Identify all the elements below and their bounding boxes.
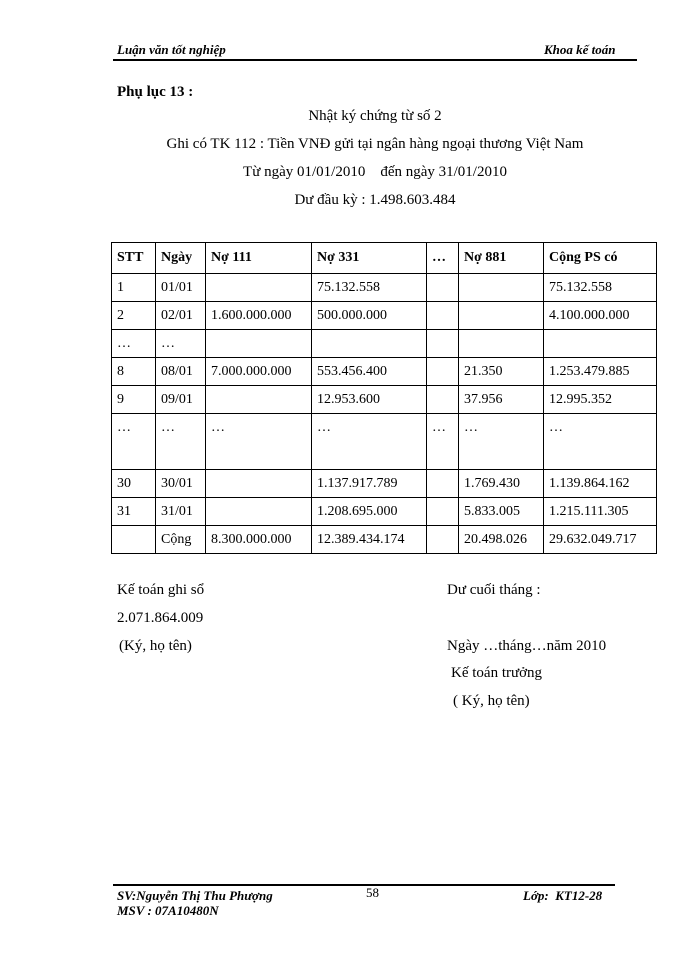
ledger-table (111, 242, 657, 554)
cell: 1.769.430 (459, 470, 544, 498)
footer-class: Lớp: KT12-28 (523, 888, 603, 903)
cell: … (156, 414, 206, 470)
cell (427, 274, 459, 302)
cell: … (156, 330, 206, 358)
cell: 5.833.005 (459, 498, 544, 526)
sign-date: Ngày …tháng…năm 2010 (447, 638, 607, 654)
cell (427, 330, 459, 358)
cell: … (459, 414, 544, 470)
title-line-1: Nhật ký chứng từ số 2 (308, 108, 442, 124)
cell: 09/01 (156, 386, 206, 414)
cell (112, 526, 156, 554)
cell: Cộng (156, 526, 206, 554)
cell: 12.995.352 (544, 386, 657, 414)
table-row (112, 498, 657, 526)
cell: 500.000.000 (312, 302, 427, 330)
cell (427, 526, 459, 554)
header-right: Khoa kế toán (544, 42, 616, 57)
col-cong-ps-co: Cộng PS có (544, 243, 657, 274)
title-line-2: Ghi có TK 112 : Tiền VNĐ gửi tại ngân hàng ngoại thương Việt Nam (166, 136, 584, 152)
col-no-111: Nợ 111 (206, 243, 312, 274)
cell: 21.350 (459, 358, 544, 386)
table-header-row (112, 243, 657, 274)
cell: 553.456.400 (312, 358, 427, 386)
chief-accountant-title: Kế toán trưởng (451, 665, 543, 681)
table-row (112, 330, 657, 358)
footer-rule (113, 884, 615, 886)
cell (427, 358, 459, 386)
cell: 4.100.000.000 (544, 302, 657, 330)
page-number: 58 (366, 885, 379, 900)
cell (206, 498, 312, 526)
cell (427, 498, 459, 526)
bookkeeper-title: Kế toán ghi sổ (117, 582, 205, 598)
cell: … (544, 414, 657, 470)
title-line-3: Từ ngày 01/01/2010 đến ngày 31/01/2010 (243, 164, 507, 180)
cell (206, 386, 312, 414)
cell: 7.000.000.000 (206, 358, 312, 386)
cell: … (206, 414, 312, 470)
table-row (112, 302, 657, 330)
col-ngay: Ngày (156, 243, 206, 274)
footer-student: SV:Nguyễn Thị Thu Phượng (117, 888, 273, 903)
cell: 1.139.864.162 (544, 470, 657, 498)
cell (459, 274, 544, 302)
table-row (112, 470, 657, 498)
opening-balance: Dư đầu kỳ : 1.498.603.484 (294, 192, 456, 208)
header-rule (113, 59, 637, 61)
table-row (112, 274, 657, 302)
cell: … (427, 414, 459, 470)
cell: 12.953.600 (312, 386, 427, 414)
cell: 2 (112, 302, 156, 330)
cell (206, 330, 312, 358)
col-ellipsis: … (427, 243, 459, 274)
table-row (112, 386, 657, 414)
cell: … (312, 414, 427, 470)
table-row (112, 414, 657, 470)
bookkeeper-signature: (Ký, họ tên) (119, 638, 192, 654)
cell: … (112, 330, 156, 358)
cell: 30 (112, 470, 156, 498)
cell: 75.132.558 (544, 274, 657, 302)
col-stt: STT (112, 243, 156, 274)
cell: 30/01 (156, 470, 206, 498)
table-row (112, 358, 657, 386)
cell (459, 302, 544, 330)
bookkeeper-amount: 2.071.864.009 (117, 610, 204, 626)
cell: 02/01 (156, 302, 206, 330)
cell (544, 330, 657, 358)
cell (427, 386, 459, 414)
cell (459, 330, 544, 358)
col-no-881: Nợ 881 (459, 243, 544, 274)
cell (206, 470, 312, 498)
cell: 1 (112, 274, 156, 302)
cell (427, 302, 459, 330)
cell: 75.132.558 (312, 274, 427, 302)
cell: 1.208.695.000 (312, 498, 427, 526)
cell: 8.300.000.000 (206, 526, 312, 554)
cell: 31 (112, 498, 156, 526)
cell: 1.253.479.885 (544, 358, 657, 386)
cell: 8 (112, 358, 156, 386)
cell: 20.498.026 (459, 526, 544, 554)
appendix-label: Phụ lục 13 : (117, 84, 194, 100)
closing-balance-label: Dư cuối tháng : (447, 582, 541, 598)
header-left: Luận văn tốt nghiệp (117, 42, 226, 57)
cell: 31/01 (156, 498, 206, 526)
cell (206, 274, 312, 302)
cell: … (112, 414, 156, 470)
cell (427, 470, 459, 498)
cell: 12.389.434.174 (312, 526, 427, 554)
cell (312, 330, 427, 358)
cell: 1.600.000.000 (206, 302, 312, 330)
cell: 29.632.049.717 (544, 526, 657, 554)
chief-accountant-signature: ( Ký, họ tên) (453, 693, 530, 709)
cell: 1.137.917.789 (312, 470, 427, 498)
cell: 37.956 (459, 386, 544, 414)
cell: 01/01 (156, 274, 206, 302)
footer-msv: MSV : 07A10480N (117, 903, 219, 918)
col-no-331: Nợ 331 (312, 243, 427, 274)
cell: 1.215.111.305 (544, 498, 657, 526)
table-total-row (112, 526, 657, 554)
cell: 9 (112, 386, 156, 414)
cell: 08/01 (156, 358, 206, 386)
